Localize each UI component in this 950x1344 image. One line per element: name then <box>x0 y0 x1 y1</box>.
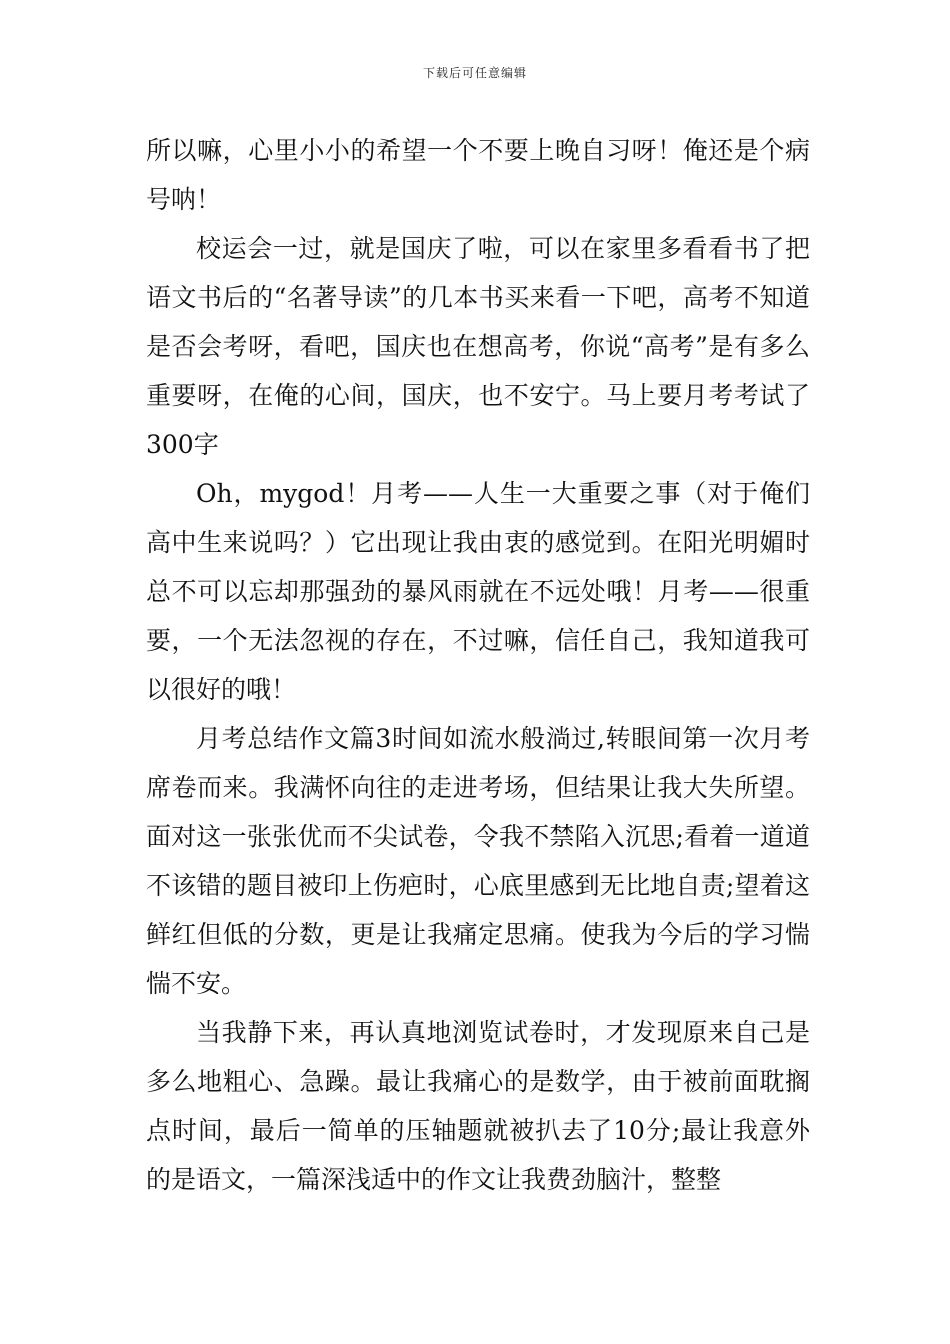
paragraph-3: Oh，mygod！月考——人生一大重要之事（对于俺们高中生来说吗？）它出现让我由衷的感觉到。在阳光明媚时总不可以忘却那强劲的暴风雨就在不远处哦！月考——很重要，一个无法忽视的存在，不过嘛，信任自己，我知道我可以很好的哦！ <box>146 479 810 704</box>
paragraph-5: 当我静下来，再认真地浏览试卷时，才发现原来自己是多么地粗心、急躁。最让我痛心的是数学，由于被前面耽搁点时间，最后一简单的压轴题就被扒去了10分;最让我意外的是语文，一篇深浅适中的作文让我费劲脑汁，整整 <box>146 1018 810 1194</box>
paragraph-1: 所以嘛，心里小小的希望一个不要上晚自习呀！俺还是个病号呐！ <box>146 136 810 214</box>
paragraph-4: 月考总结作文篇3时间如流水般淌过,转眼间第一次月考席卷而来。我满怀向往的走进考场，但结果让我大失所望。面对这一张张优而不尖试卷，令我不禁陷入沉思;看着一道道不该错的题目被印上伤疤时，心底里感到无比地自责;望着这鲜红但低的分数，更是让我痛定思痛。使我为今后的学习惴惴不安。 <box>146 724 810 998</box>
header-note: 下载后可任意编辑 <box>422 66 527 80</box>
document-body <box>146 126 810 1204</box>
paragraph-2: 校运会一过，就是国庆了啦，可以在家里多看看书了把语文书后的“名著导读”的几本书买来看一下吧，高考不知道是否会考呀，看吧，国庆也在想高考，你说“高考”是有多么重要呀，在俺的心间，国庆，也不安宁。马上要月考考试了300字 <box>146 234 810 459</box>
